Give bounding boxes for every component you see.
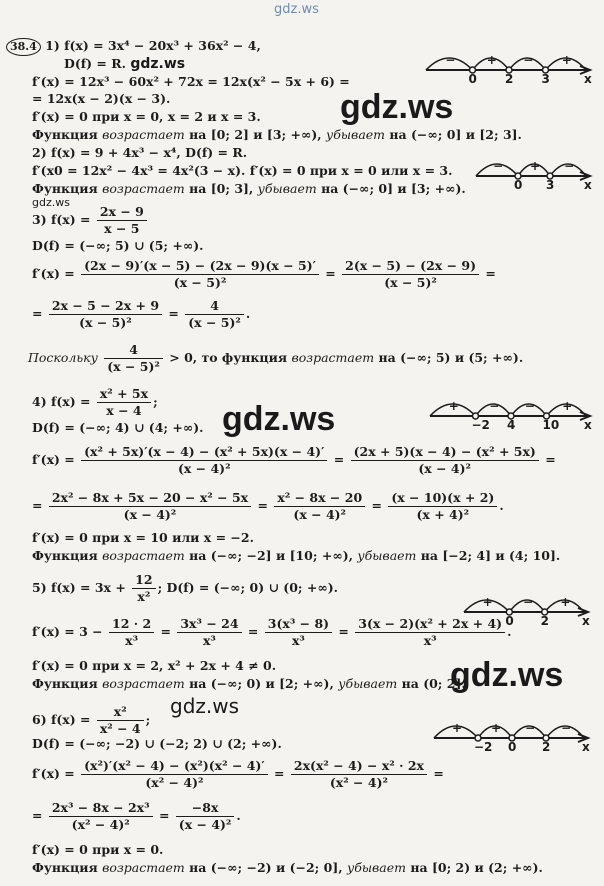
axis-variable-label: x	[584, 178, 592, 192]
p4-result-d: убывает	[357, 548, 417, 563]
p6-f-frac	[97, 704, 144, 737]
p6-zeros: f′(x) = 0 при x = 0.	[32, 842, 164, 857]
p4-d3-num: 2x² − 8x + 5x − 20 − x² − 5x	[49, 490, 251, 507]
p3-d1-den: (x − 5)²	[173, 275, 227, 290]
p4-d-lhs: f′(x) =	[32, 452, 75, 467]
p6-f-num: x²	[97, 704, 144, 721]
p2-result-e: на (−∞; 0] и [3; +∞).	[321, 181, 466, 196]
p1-result	[32, 127, 522, 143]
critical-point-label: 2	[540, 614, 550, 628]
p5-zeros: f′(x) = 0 при x = 2, x² + 2x + 4 ≠ 0.	[32, 658, 277, 673]
p6-domain: D(f) = (−∞; −2) ∪ (−2; 2) ∪ (2; +∞).	[32, 736, 282, 751]
p5-result	[32, 676, 466, 692]
p5-result-c: на (−∞; 0) и [2; +∞),	[189, 676, 334, 691]
critical-point-label: 0	[514, 178, 523, 192]
p1-domain-text: D(f) = R.	[64, 56, 126, 71]
watermark-large-1: gdz.ws	[340, 88, 454, 126]
p1-result-e: на (−∞; 0] и [2; 3].	[389, 127, 522, 142]
p6-result-d: убывает	[346, 860, 406, 875]
p4-d2-num: (2x + 5)(x − 4) − (x² + 5x)	[351, 444, 539, 461]
critical-point-label: 0	[508, 740, 517, 754]
p6-result	[32, 860, 543, 876]
p2-result-b: возрастает	[102, 181, 185, 196]
p3-c-c: возрастает	[291, 350, 375, 365]
p6-sign-chart	[432, 712, 592, 754]
p5-function	[32, 572, 338, 605]
axis-variable-label: x	[582, 614, 590, 628]
p5-d2-den: x³	[202, 633, 216, 648]
p3-label: 3)	[32, 212, 47, 227]
p6-label: 6)	[32, 712, 47, 727]
p6-d1	[81, 758, 268, 791]
p3-d2	[342, 258, 479, 291]
p3-c-d: на (−∞; 5) и (5; +∞).	[378, 350, 524, 365]
p4-zeros: f′(x) = 0 при x = 10 или x = −2.	[32, 530, 254, 545]
p4-result-c: на (−∞; −2] и [10; +∞),	[189, 548, 353, 563]
interval-sign: −	[561, 721, 572, 735]
interval-sign: −	[523, 53, 534, 67]
p4-domain: D(f) = (−∞; 4) ∪ (4; +∞).	[32, 420, 204, 435]
p5-d1-num: 12 · 2	[109, 616, 154, 633]
interval-sign: +	[452, 721, 463, 735]
p2-result-c: на [0; 3],	[189, 181, 254, 196]
watermark-small-2: gdz.ws	[32, 196, 70, 209]
p3-d3	[49, 298, 162, 331]
interval-sign: −	[493, 159, 504, 173]
p3-d4-num: 4	[185, 298, 244, 315]
p3-derivative-2: = $\frac{2x - 5 - 2x + 9}{\text{(x − 5)²}}$ = $\frac{4}{\text{(x − 5)²}}$ .	[32, 298, 251, 330]
interval-sign: −	[524, 399, 535, 413]
p6-d1-den: (x² − 4)²	[145, 775, 204, 790]
interval-sign: +	[560, 595, 571, 609]
p5-domain: ; D(f) = (−∞; 0) ∪ (0; +∞).	[157, 580, 339, 595]
p6-d2-den: (x² − 4)²	[329, 775, 388, 790]
p4-d5-num: (x − 10)(x + 2)	[388, 490, 497, 507]
p2-sign-chart	[474, 150, 594, 192]
p3-function	[32, 204, 149, 237]
interval-sign: +	[530, 159, 541, 173]
p4-f-lhs: f(x) =	[50, 394, 91, 409]
p3-d-lhs: f′(x) =	[32, 266, 75, 281]
p3-c-den: (x − 5)²	[107, 359, 160, 374]
p4-label: 4)	[32, 394, 47, 409]
p5-d4	[355, 616, 505, 649]
p4-f-frac	[97, 386, 151, 419]
p1-result-d: убывает	[326, 127, 386, 142]
p5-d3-num: 3(x³ − 8)	[265, 616, 332, 633]
p2-function: 2) f(x) = 9 + 4x³ − x⁴, D(f) = R.	[32, 145, 248, 160]
p3-c-b: > 0, то функция	[169, 350, 288, 365]
p5-d2	[177, 616, 241, 649]
p1-domain	[64, 56, 185, 72]
critical-point-label: 3	[541, 72, 550, 86]
critical-point-label: 0	[505, 614, 514, 628]
p3-c-frac	[104, 342, 163, 375]
p6-d3-den: (x² − 4)²	[71, 817, 130, 832]
p5-d1-den: x³	[125, 633, 139, 648]
p5-d4-num: 3(x − 2)(x² + 2x + 4)	[355, 616, 505, 633]
p1-result-a: Функция	[32, 127, 98, 142]
p5-d3-den: x³	[291, 633, 305, 648]
p6-derivative-2: = $\frac{\text{2x³ − 8x − 2x³}}{\text{(x² − 4)²}}$ = $\frac{-8x}{\text{(x − 4)²}}$ .	[32, 800, 241, 832]
interval-sign: −	[525, 721, 536, 735]
p6-d4-num: −8x	[176, 800, 235, 817]
p1-result-b: возрастает	[102, 127, 185, 142]
p4-result	[32, 548, 560, 564]
p4-result-e: на [−2; 4] и (4; 10].	[420, 548, 561, 563]
p6-d4-den: (x − 4)²	[178, 817, 232, 832]
p3-d2-num: 2(x − 5) − (2x − 9)	[342, 258, 479, 275]
p4-d3-den: (x − 4)²	[123, 507, 177, 522]
interval-sign: −	[564, 159, 575, 173]
p1-factor: = 12x(x − 2)(x − 3).	[32, 91, 171, 106]
p5-result-a: Функция	[32, 676, 98, 691]
p6-d-lhs: f′(x) =	[32, 766, 75, 781]
p6-d3-num: 2x³ − 8x − 2x³	[49, 800, 153, 817]
p2-result-d: убывает	[257, 181, 317, 196]
p4-f-num: x² + 5x	[97, 386, 151, 403]
p4-d1	[81, 444, 327, 477]
p6-d2-num: 2x(x² − 4) − x² · 2x	[291, 758, 427, 775]
critical-point-label: 2	[542, 740, 551, 754]
p5-d3	[265, 616, 332, 649]
p4-d1-den: (x − 4)²	[177, 461, 231, 476]
p6-f-den: x² − 4	[99, 721, 141, 736]
interval-sign: +	[448, 399, 459, 413]
p5-result-d: убывает	[338, 676, 398, 691]
p1-result-c: на [0; 2] и [3; +∞),	[189, 127, 322, 142]
p3-d2-den: (x − 5)²	[384, 275, 437, 290]
interval-sign: −	[489, 399, 500, 413]
p6-result-b: возрастает	[102, 860, 185, 875]
watermark-large-3: gdz.ws	[450, 656, 564, 694]
p3-f-lhs: f(x) =	[50, 212, 91, 227]
critical-point-label: 3	[546, 178, 555, 192]
axis-variable-label: x	[584, 418, 592, 432]
p4-result-b: возрастает	[102, 548, 185, 563]
p4-sign-chart	[428, 390, 594, 432]
p6-d1-num: (x²)′(x² − 4) − (x²)(x² − 4)′	[81, 758, 268, 775]
p6-d3	[49, 800, 153, 833]
p3-f-num: 2x − 9	[97, 204, 147, 221]
p4-derivative-1: f′(x) = $\frac{\text{(x² + 5x)′(x − 4) − (x² + 5x)(x − 4)′}}{\text{(x − 4)²}}$ = $\frac{\text{(2x + 5)(x − 4) − (x² + 5x)}}{\text{(x − 4)²}}$ =	[32, 444, 556, 476]
p3-d1	[81, 258, 319, 291]
p3-d4	[185, 298, 244, 331]
p5-f-lhs: f(x) = 3x +	[50, 580, 126, 595]
p6-function: 6) f(x) = $\frac{\text{x²}}{\text{x² − 4}}$ ;	[32, 704, 151, 736]
p3-conclusion	[28, 342, 523, 375]
p1-derivative: f′(x) = 12x³ − 60x² + 72x = 12x(x² − 5x + 6) =	[32, 74, 350, 89]
p5-d2-num: 3x³ − 24	[177, 616, 241, 633]
p4-d4	[274, 490, 365, 523]
interval-sign: +	[491, 721, 502, 735]
p6-result-e: на [0; 2) и (2; +∞).	[410, 860, 543, 875]
interval-sign: −	[445, 53, 456, 67]
p1-line-1	[6, 38, 261, 56]
interval-sign: +	[482, 595, 493, 609]
p4-f-den: x − 4	[106, 403, 142, 418]
problem-number: 38.4	[6, 38, 41, 56]
interval-sign: −	[523, 595, 534, 609]
p4-d5-den: (x + 4)²	[416, 507, 470, 522]
p5-f-den: x²	[137, 589, 151, 604]
p4-d3	[49, 490, 251, 523]
watermark-top: gdz.ws	[274, 2, 319, 17]
p6-result-c: на (−∞; −2) и (−2; 0],	[189, 860, 343, 875]
p1-function: 1) f(x) = 3x⁴ − 20x³ + 36x² − 4,	[45, 38, 261, 53]
axis-variable-label: x	[584, 72, 592, 86]
p6-derivative-1: f′(x) = $\frac{\text{(x²)′(x² − 4) − (x²)(x² − 4)′}}{\text{(x² − 4)²}}$ = $\frac{\text{2x(x² − 4) − x² · 2x}}{\text{(x² − 4)²}}$ =	[32, 758, 444, 790]
critical-point-label: 4	[507, 418, 516, 432]
p6-result-a: Функция	[32, 860, 98, 875]
watermark-small-3: gdz.ws	[170, 694, 240, 718]
p3-f-frac	[97, 204, 147, 237]
p4-result-a: Функция	[32, 548, 98, 563]
p4-d1-num: (x² + 5x)′(x − 4) − (x² + 5x)(x − 4)′	[81, 444, 327, 461]
p5-result-e: на (0; 2].	[401, 676, 466, 691]
p1-zeros: f′(x) = 0 при x = 0, x = 2 и x = 3.	[32, 109, 261, 124]
critical-point-label: −2	[474, 740, 493, 754]
p4-d4-num: x² − 8x − 20	[274, 490, 365, 507]
p4-d4-den: (x − 4)²	[293, 507, 347, 522]
interval-sign: +	[562, 399, 573, 413]
critical-point-label: 0	[468, 72, 477, 86]
watermark-large-2: gdz.ws	[222, 400, 336, 438]
p4-d2	[351, 444, 539, 477]
interval-sign: +	[561, 53, 572, 67]
critical-point-label: 10	[542, 418, 560, 432]
critical-point-label: 2	[505, 72, 514, 86]
watermark-small-1: gdz.ws	[130, 56, 186, 72]
p3-d4-den: (x − 5)²	[188, 315, 241, 330]
p3-c-a: Поскольку	[28, 350, 98, 365]
p3-d3-num: 2x − 5 − 2x + 9	[49, 298, 162, 315]
p5-derivative: f′(x) = 3 − $\frac{12 \cdot 2}{\text{x³}}$ = $\frac{\text{3x³ − 24}}{\text{x³}}$ = $\frac{\text{3(x³ − 8)}}{\text{x³}}$ = $\frac{\text{3(x − 2)(x² + 2x + 4)}}{\text{x³}}$ .	[32, 616, 512, 648]
p3-derivative-1: f′(x) = $\frac{(2x - 9)'(x - 5) - (2x - 9)(x - 5)'}{\text{(x − 5)²}}$ = $\frac{2(x - 5) - (2x - 9)}{\text{(x − 5)²}}$ =	[32, 258, 496, 290]
p1-sign-chart	[424, 44, 594, 84]
p5-f-frac	[132, 572, 155, 605]
p4-d5	[388, 490, 497, 523]
p3-d1-num: (2x − 9)′(x − 5) − (2x − 9)(x − 5)′	[81, 258, 319, 275]
p5-result-b: возрастает	[102, 676, 185, 691]
p5-f-num: 12	[132, 572, 155, 589]
p5-d1	[109, 616, 154, 649]
p3-d3-den: (x − 5)²	[79, 315, 132, 330]
p3-domain: D(f) = (−∞; 5) ∪ (5; +∞).	[32, 238, 204, 253]
p2-result-a: Функция	[32, 181, 98, 196]
interval-sign: +	[486, 53, 497, 67]
p2-result	[32, 181, 466, 197]
p4-d2-den: (x − 4)²	[418, 461, 472, 476]
p6-d2	[291, 758, 427, 791]
critical-point-label: −2	[471, 418, 490, 432]
p2-derivative: f′(x0 = 12x² − 4x³ = 4x²(3 − x). f′(x) = 0 при x = 0 или x = 3.	[32, 163, 453, 178]
p4-derivative-2: = $\frac{\text{2x² − 8x + 5x − 20 − x² − 5x}}{\text{(x − 4)²}}$ = $\frac{\text{x² − 8x − 20}}{\text{(x − 4)²}}$ = $\frac{(x - 10)(x + 2)}{\text{(x + 4)²}}$ .	[32, 490, 504, 522]
p3-c-num: 4	[104, 342, 163, 359]
p6-d4	[176, 800, 235, 833]
p5-d4-den: x³	[423, 633, 437, 648]
p5-label: 5)	[32, 580, 47, 595]
p6-f-lhs: f(x) =	[50, 712, 91, 727]
axis-variable-label: x	[582, 740, 590, 754]
p4-function: 4) f(x) = $\frac{\text{x² + 5x}}{x - 4}$ ;	[32, 386, 158, 418]
p3-f-den: x − 5	[104, 221, 140, 236]
p5-d-lhs: f′(x) = 3 −	[32, 624, 103, 639]
